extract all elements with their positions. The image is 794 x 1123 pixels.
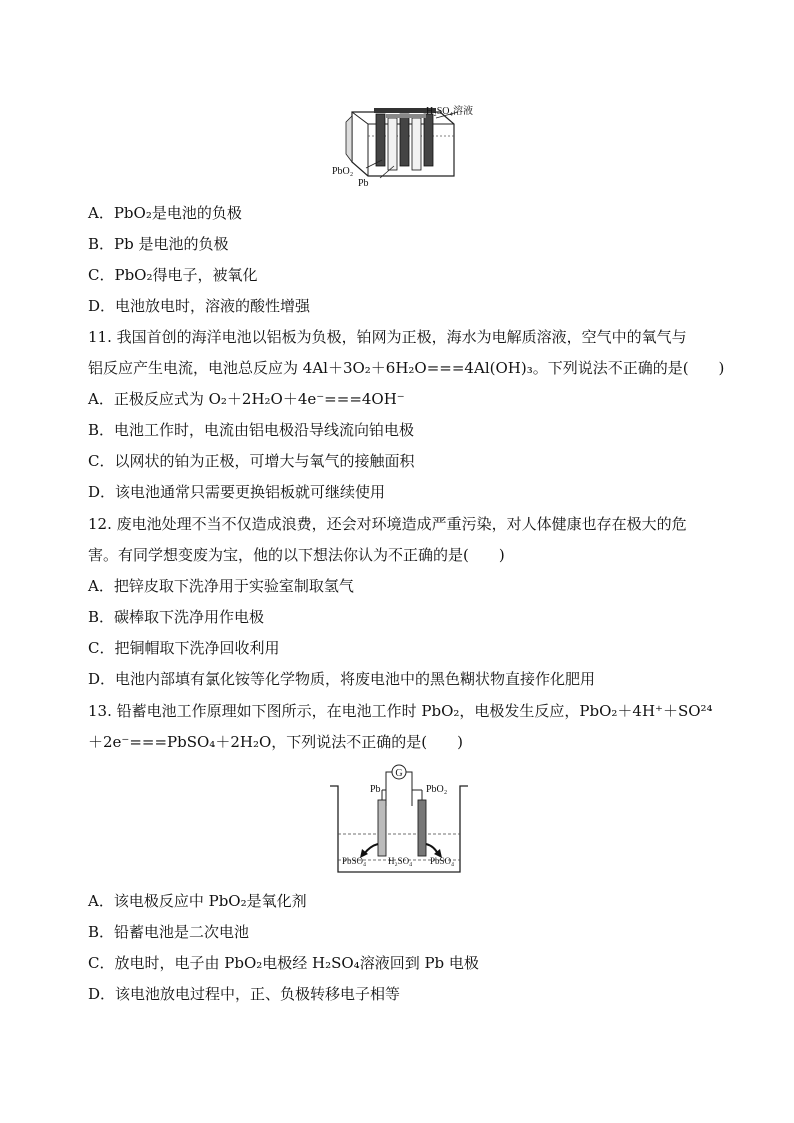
label-h2so4-solution: H₂SO₄溶液 (426, 106, 473, 117)
label-pb: Pb (370, 784, 381, 795)
q10-option-b: B．Pb 是电池的负极 (88, 235, 229, 253)
q12-stem-line-2: 害。有同学想变废为宝，他的以下想法你认为不正确的是( ) (88, 546, 505, 564)
q13-option-d: D．该电池放电过程中，正、负极转移电子相等 (88, 985, 401, 1003)
label-pbo2: PbO₂ (426, 784, 448, 795)
lead-acid-battery-figure (330, 96, 490, 188)
q13-option-c: C．放电时，电子由 PbO₂电极经 H₂SO₄溶液回到 Pb 电极 (88, 954, 479, 972)
pb-electrode (378, 800, 386, 856)
q10-option-a: A．PbO₂是电池的负极 (88, 204, 242, 222)
q11-stem-line-1: 11. 我国首创的海洋电池以铝板为负极，铂网为正极，海水为电解质溶液，空气中的氧气与 (88, 328, 687, 346)
label-pbso4-right: PbSO₄ (430, 856, 455, 866)
label-pbo2: PbO₂ (332, 166, 354, 177)
pbo2-electrode (418, 800, 426, 856)
q12-stem-line-1: 12. 废电池处理不当不仅造成浪费，还会对环境造成严重污染，对人体健康也存在极大的危 (88, 515, 687, 533)
label-pbso4-left: PbSO₄ (342, 856, 367, 866)
galvanometer-label: G (395, 768, 403, 779)
lead-storage-cell-figure (326, 760, 472, 878)
q12-option-c: C．把铜帽取下洗净回收利用 (88, 639, 280, 657)
q11-stem-line-2: 铝反应产生电流，电池总反应为 4Al＋3O₂＋6H₂O===4Al(OH)₃。下列说法不正确的是( ) (88, 359, 725, 377)
q11-option-c: C．以网状的铂为正极，可增大与氧气的接触面积 (88, 452, 415, 470)
q11-option-a: A．正极反应式为 O₂＋2H₂O＋4e⁻===4OH⁻ (88, 390, 405, 408)
label-pb: Pb (358, 178, 369, 188)
q13-option-a: A．该电极反应中 PbO₂是氧化剂 (88, 892, 307, 910)
q12-option-a: A．把锌皮取下洗净用于实验室制取氢气 (88, 577, 354, 595)
q12-option-b: B．碳棒取下洗净用作电极 (88, 608, 265, 626)
q13-stem-line-2: ＋2e⁻===PbSO₄＋2H₂O，下列说法不正确的是( ) (88, 733, 463, 751)
q13-stem-line-1: 13. 铅蓄电池工作原理如下图所示，在电池工作时 PbO₂，电极发生反应，PbO₂＋4H⁺＋SO²⁴ (88, 702, 713, 720)
q11-option-b: B．电池工作时，电流由铝电极沿导线流向铂电极 (88, 421, 415, 439)
q11-option-d: D．该电池通常只需要更换铝板就可继续使用 (88, 483, 386, 501)
q10-option-d: D．电池放电时，溶液的酸性增强 (88, 297, 311, 315)
q12-option-d: D．电池内部填有氯化铵等化学物质，将废电池中的黑色糊状物直接作化肥用 (88, 670, 596, 688)
label-h2so4: H₂SO₄ (388, 856, 413, 866)
q10-option-c: C．PbO₂得电子，被氧化 (88, 266, 258, 284)
q13-option-b: B．铅蓄电池是二次电池 (88, 923, 250, 941)
